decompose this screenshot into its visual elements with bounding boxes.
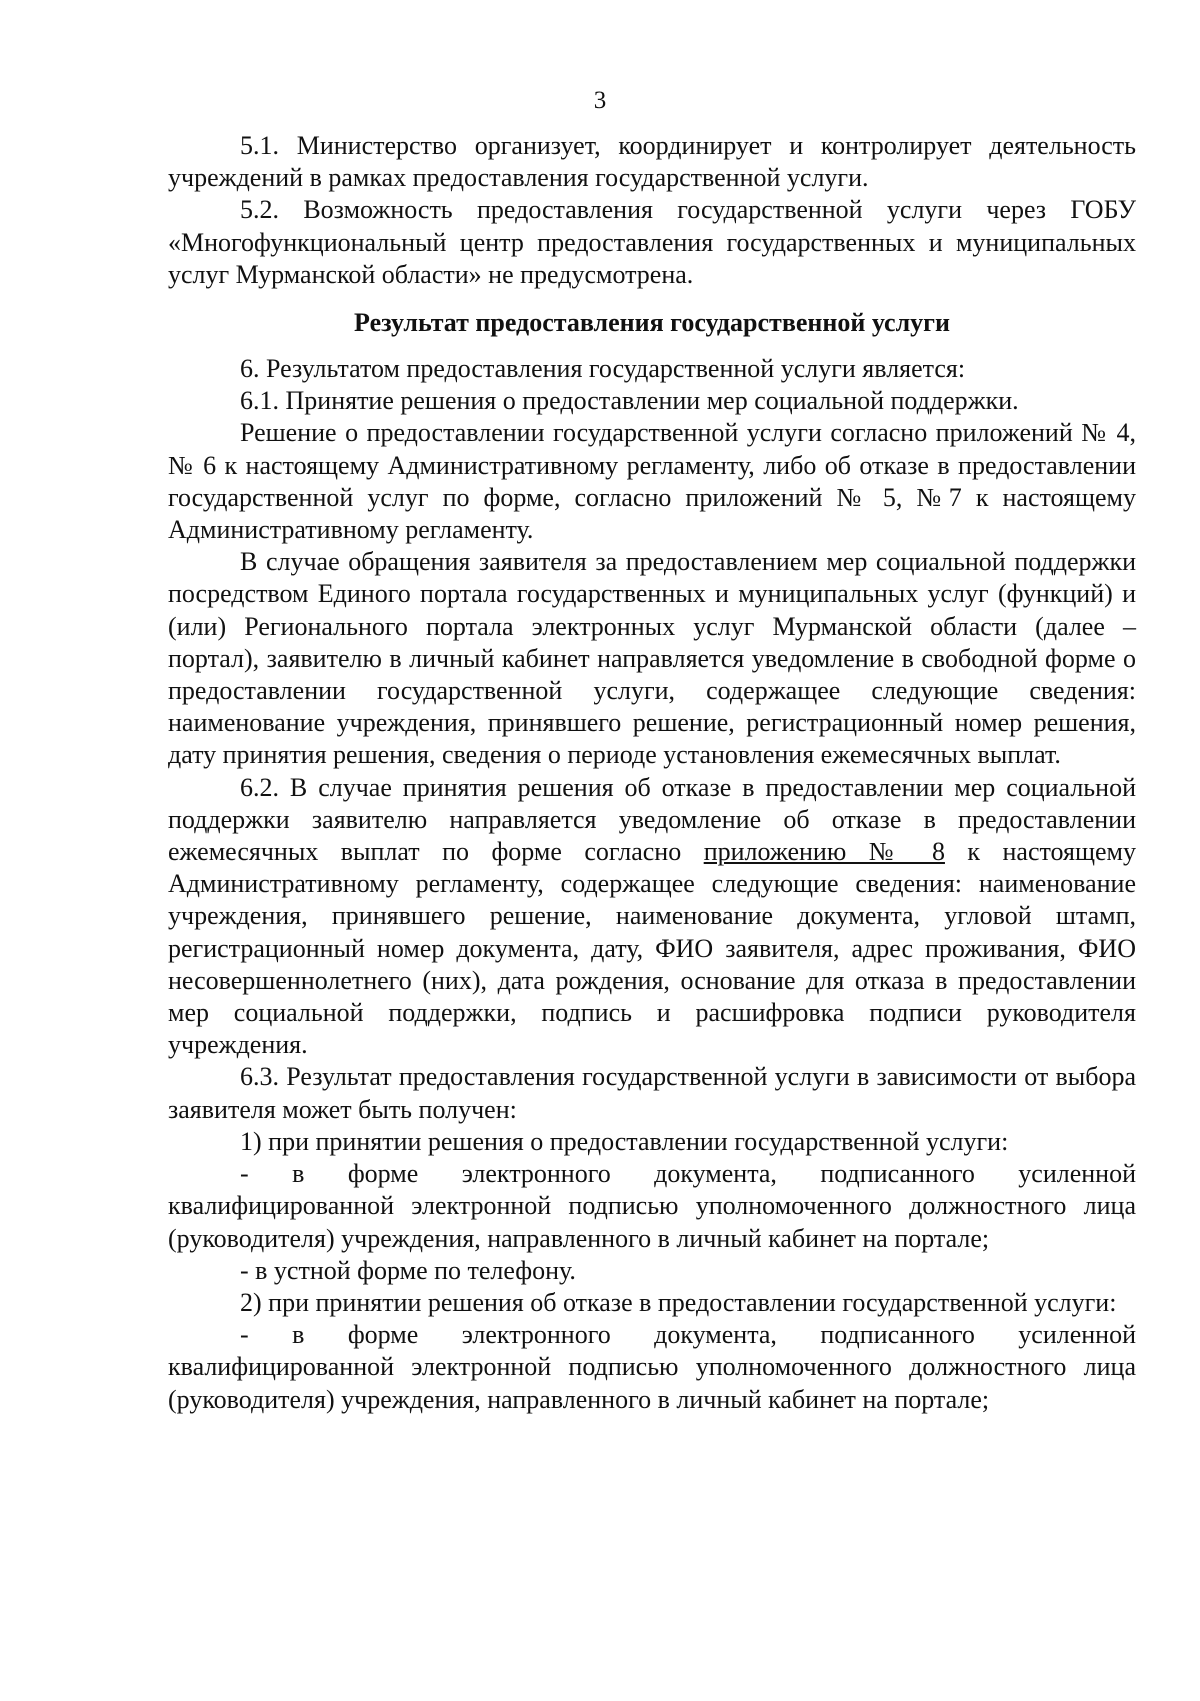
section-5 <box>168 130 1136 291</box>
paragraph-6: 6. Результатом предоставления государственной услуги является: <box>240 354 966 384</box>
paragraph-6-3: 6.3. Результат предоставления государственной услуги в зависимости от выбора заявителя может быть получен: <box>168 1062 1136 1124</box>
list-item-2-electronic: - в форме электронного документа, подписанного усиленной квалифицированной электронной подписью уполномоченного должностного лица (руководителя) учреждения, направленного в личный кабинет на портале; <box>168 1320 1136 1414</box>
document-body <box>168 130 1136 1416</box>
paragraph-6-2 <box>168 772 1136 1062</box>
list-item-2: 2) при принятии решения об отказе в предоставлении государственной услуги: <box>240 1287 1117 1317</box>
section-6 <box>168 353 1136 1416</box>
list-item-1-electronic: - в форме электронного документа, подписанного усиленной квалифицированной электронной подписью уполномоченного должностного лица (руководителя) учреждения, направленного в личный кабинет на портале; <box>168 1159 1136 1253</box>
paragraph-decision: Решение о предоставлении государственной услуги согласно приложений № 4, № 6 к настоящему Административному регламенту, либо об отказе в предоставлении государственной услуг по форме, согласно приложений № 5, №7 к настоящему Административному регламенту. <box>168 418 1136 545</box>
paragraph-6-2-text-start: 6.2. В случае принятия решения об отказе в предоставлении мер социальной поддержки заявителю направляется уведомление об отказе в предоставлении ежемесячных выплат по форме согласно <box>168 772 1136 867</box>
paragraph-5-2: 5.2. Возможность предоставления государственной услуги через ГОБУ «Многофункциональный центр предоставления государственных и муниципальных услуг Мурманской области» не предусмотрена. <box>168 195 1136 289</box>
paragraph-6-1: 6.1. Принятие решения о предоставлении мер социальной поддержки. <box>240 386 1019 416</box>
page-number: 3 <box>593 87 607 114</box>
list-item-1-phone: - в устной форме по телефону. <box>240 1255 576 1285</box>
paragraph-6-2-text-end: к настоящему Административному регламенту, содержащее следующие сведения: наименование учреждения, принявшего решение, наименование документа, угловой штамп, регистрационный номер документа, дату, ФИО заявителя, адрес проживания, ФИО несовершеннолетнего (них), дата рождения, основание для отказа в предоставлении мер социальной поддержки, подпись и расшифровка подписи руководителя учреждения. <box>168 837 1136 1060</box>
paragraph-5-1: 5.1. Министерство организует, координирует и контролирует деятельность учреждений в рамках предоставления государственной услуги. <box>168 131 1136 193</box>
paragraph-portal-notice: В случае обращения заявителя за предоставлением мер социальной поддержки посредством Единого портала государственных и муниципальных услуг (функций) и (или) Регионального портала электронных услуг Мурманской области (далее – портал), заявителю в личный кабинет направляется уведомление в свободной форме о предоставлении государственной услуги, содержащее следующие сведения: наименование учреждения, принявшего решение, регистрационный номер решения, дату принятия решения, сведения о периоде установления ежемесячных выплат. <box>168 547 1136 770</box>
list-item-1: 1) при принятии решения о предоставлении государственной услуги: <box>240 1126 1009 1156</box>
appendix-8-link[interactable]: приложению № 8 <box>703 837 945 867</box>
section-heading: Результат предоставления государственной услуги <box>354 308 950 338</box>
